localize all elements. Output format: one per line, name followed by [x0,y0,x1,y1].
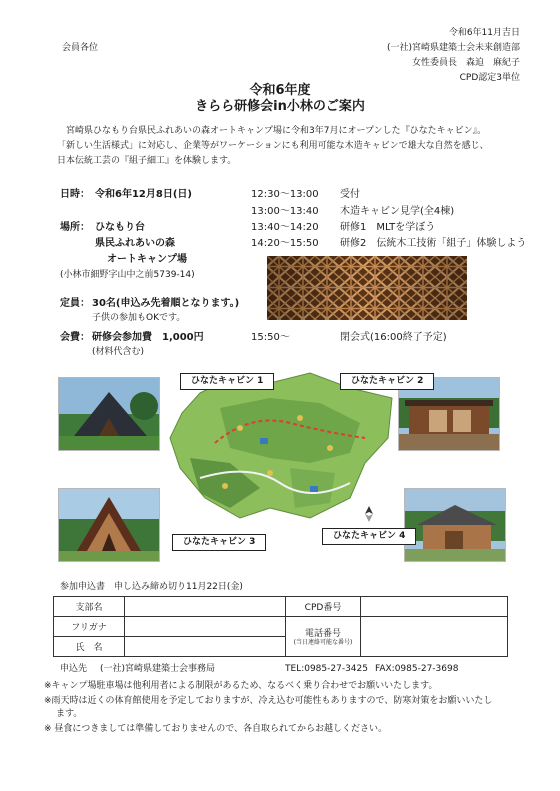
contact-org: (一社)宮崎県建築士会事務局 [100,664,216,674]
note-parking: ※キャンプ場駐車場は他利用者による制限があるため、なるべく乗り合わせでお願いいたします。 [44,681,438,691]
place-line-2: 県民ふれあいの森 [95,238,175,249]
title-year: 令和6年度 [249,83,311,98]
place-label: 場所： [60,222,90,233]
contact-fax: FAX:0985-27-3698 [375,664,459,674]
capacity-note: 子供の参加もOKです。 [92,313,186,323]
application-form [53,596,508,657]
phone-note: (当日連絡可能な番号) [293,639,353,646]
cabin-1-label: ひなたキャビン 1 [180,373,274,390]
cabin-3-label: ひなたキャビン 3 [172,534,266,551]
schedule-time-2: 13:00～13:40 [251,206,319,217]
cabin-1-photo [58,377,160,451]
intro-line-3: 日本伝統工芸の『組子細工』を体験します。 [57,156,237,166]
note-rain: ※雨天時は近くの体育館使用を予定しておりますが、冷え込む可能性もありますので、防寒対策をお願いいたし [44,696,493,706]
cabin-3-photo [58,488,160,562]
branch-field[interactable] [125,597,286,617]
event-date: 令和6年12月8日(日) [95,189,192,200]
note-rain-cont: ます。 [56,709,83,719]
place-line-3: オートキャンプ場 [107,254,187,265]
campsite-map [160,368,400,528]
capacity-value: 30名(申込み先着順となります。) [92,298,240,309]
schedule-time-3: 13:40～14:20 [251,222,319,233]
schedule-time-1: 12:30～13:00 [251,189,319,200]
date-label: 日時： [60,189,90,200]
cabin-4-photo [404,488,506,562]
cpd-number-field[interactable] [361,597,508,617]
furigana-field[interactable] [125,617,286,637]
schedule-event-2: 木造キャビン見学(全4棟) [340,206,455,217]
intro-line-1: 宮崎県ひなもり台県民ふれあいの森オートキャンプ場に令和3年7月にオープンした『ひなたキャビン』。 [66,126,487,136]
cabin-4-label: ひなたキャビン 4 [322,528,416,545]
cpd-number-label: CPD番号 [286,597,361,617]
north-arrow-icon [362,505,376,523]
phone-label-text: 電話番号 [304,629,341,639]
fee-note: (材料代含む) [92,347,145,357]
cabin-2-label: ひなたキャビン 2 [340,373,434,390]
note-lunch: ※ 昼食につきましては準備しておりませんので、各自取られてからお越しください。 [44,724,388,734]
schedule-time-4: 14:20～15:50 [251,238,319,249]
name-label: 氏 名 [54,637,125,657]
capacity-label: 定員： [60,298,90,309]
branch-label: 支部名 [54,597,125,617]
place-line-1: ひなもり台 [95,222,145,233]
organization: (一社)宮崎県建築士会未来創造部 [386,43,520,53]
phone-label [286,617,361,657]
cpd-credit: CPD認定3単位 [459,73,520,83]
contact-label: 申込先 [60,664,88,674]
phone-field[interactable] [361,617,508,657]
fee-value: 研修会参加費 1,000円 [92,332,204,343]
kumiko-photo [267,256,467,320]
closing-event: 閉会式(16:00終了予定) [340,332,447,343]
recipient: 会員各位 [62,43,99,53]
address: (小林市細野字山中之前5739-14) [60,270,195,280]
form-heading: 参加申込書 申し込み締め切り11月22日(金) [60,582,243,592]
fee-label: 会費： [60,332,90,343]
schedule-event-1: 受付 [340,189,360,200]
page-title: きらら研修会in小林のご案内 [195,99,365,114]
name-field[interactable] [125,637,286,657]
issue-date: 令和6年11月吉日 [448,28,520,38]
closing-time: 15:50～ [251,332,290,343]
intro-line-2: 「新しい生活様式」に対応し、企業等がワーケーションにも利用可能な木造キャビンで雄大な自然を感じ、 [57,141,489,151]
schedule-event-3: 研修1 MLTを学ぼう [340,222,436,233]
furigana-label: フリガナ [54,617,125,637]
chairperson: 女性委員長 森迫 麻紀子 [411,58,520,68]
contact-tel: TEL:0985-27-3425 [285,664,368,674]
schedule-event-4: 研修2 伝統木工技術「組子」体験しよう [340,238,527,249]
